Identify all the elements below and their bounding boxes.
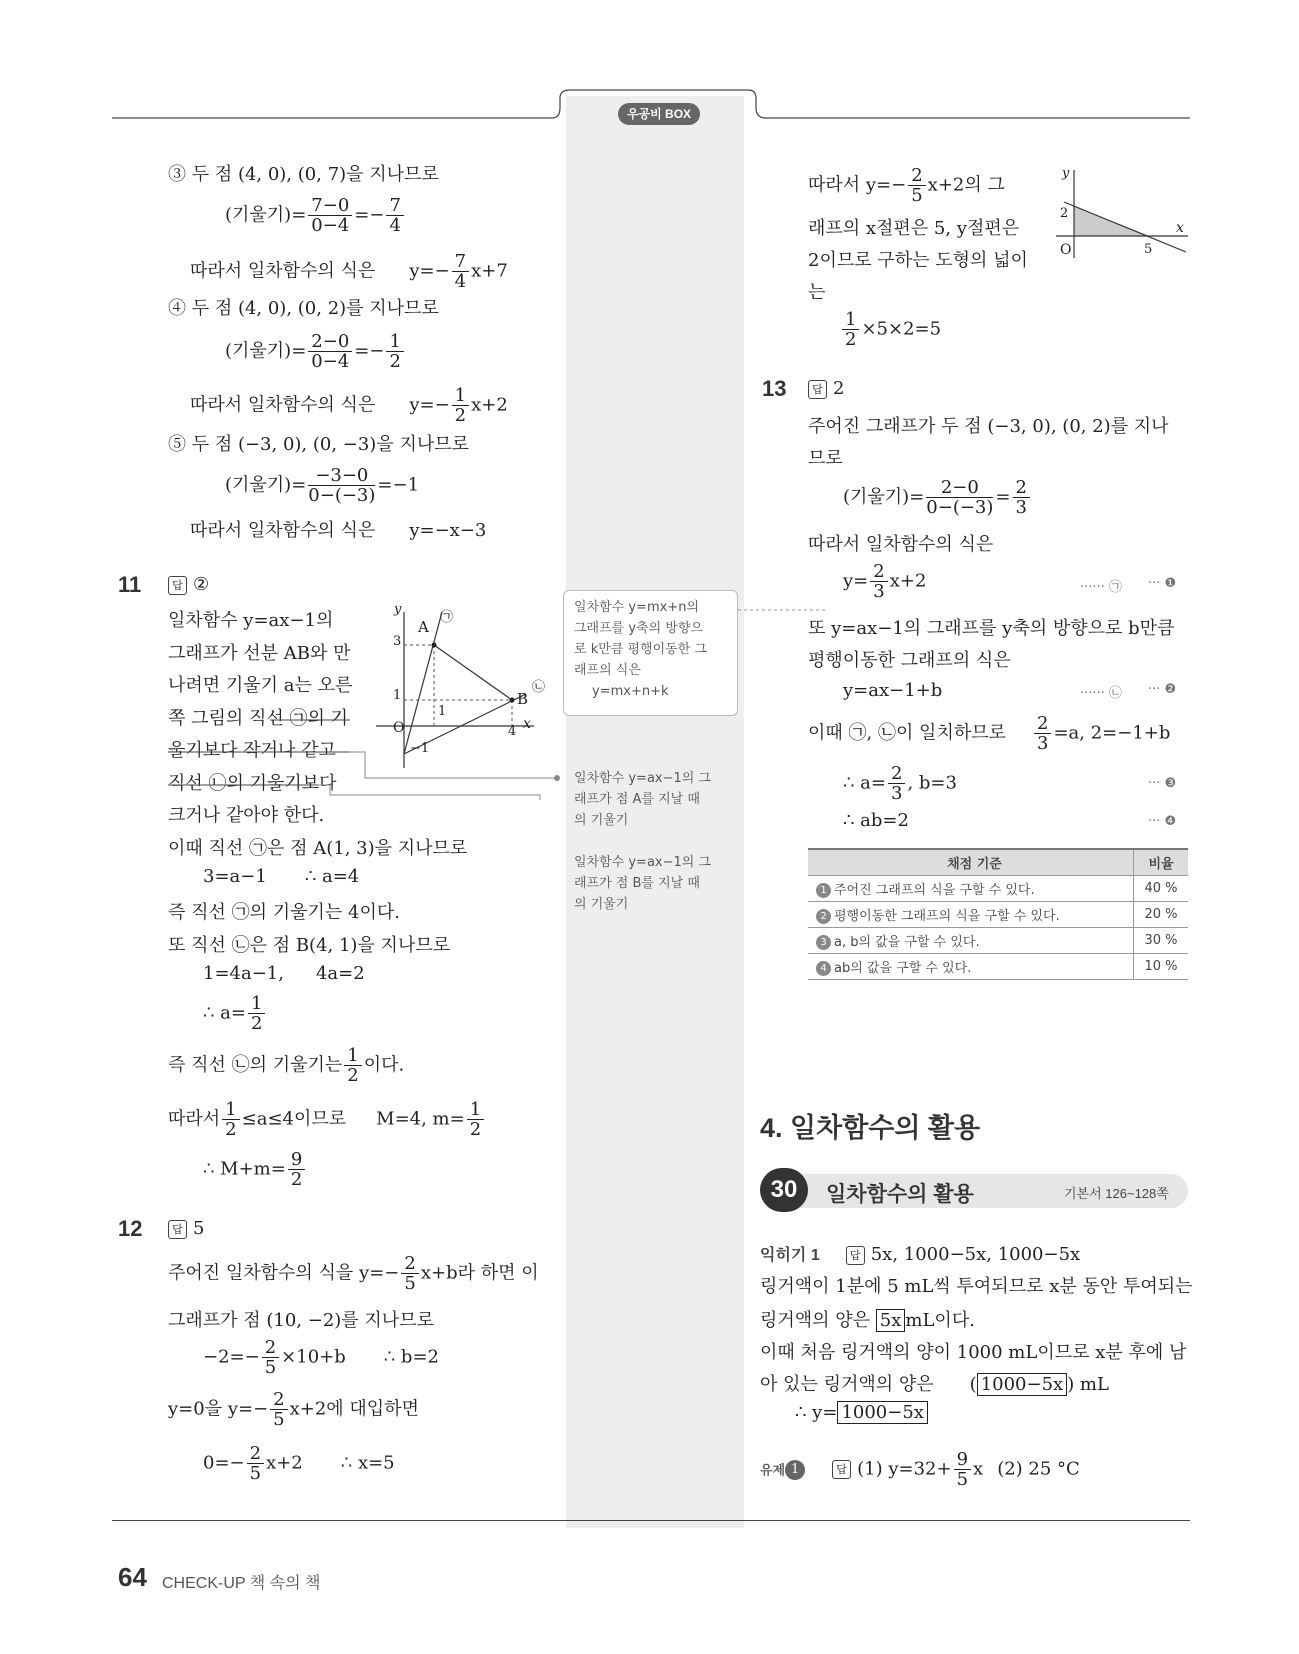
r12-line-2: 래프의 x절편은 5, y절편은 — [808, 218, 1020, 239]
box-label: 우공비 BOX — [626, 107, 692, 121]
p13-step-3: ··· ❸ — [1148, 776, 1177, 791]
ex-1-line-3: 이때 처음 링거액의 양이 1000 mL이므로 x분 후에 남 — [760, 1342, 1187, 1363]
p13-line-8: y=ax−1+b — [843, 680, 943, 701]
p11-graph-y: y — [394, 602, 402, 617]
p11-graph-x: x — [523, 716, 531, 732]
p13-line-6: 또 y=ax−1의 그래프를 y축의 방향으로 b만큼 — [808, 618, 1175, 639]
page-number: 64 — [118, 1562, 147, 1592]
problem-12-number: 12 — [118, 1216, 143, 1241]
p11-graph-line-n: ㉡ — [532, 680, 546, 695]
item-5-slope: (기울기)= $\frac{-3-0}{0-(-3)}$ =−1 — [225, 465, 420, 506]
p13-mark-1: ······ ㉠ — [1080, 580, 1122, 595]
p11-graph-line-g: ㉠ — [440, 610, 454, 625]
scoring-table: 채점 기준 비율 1 주어진 그래프의 식을 구할 수 있다. 40 % 2 평행이동한 그래프의 식을 구할 수 있다. 20 % 3 a, b의 값을 구할 수 있다. 30 % 4 ab의 값을 구할 수 있다. 10 % — [808, 848, 1188, 980]
p12-line-2: 그래프가 점 (10, −2)를 지나므로 — [168, 1310, 434, 1331]
p11-graph-t1: 1 — [393, 688, 402, 703]
p11-line-14: 즉 직선 ㉡의 기울기는 $\frac{1}{2}$ 이다. — [168, 1045, 405, 1086]
r12-graph-o: O — [1060, 242, 1072, 258]
r12-graph — [1050, 166, 1196, 262]
topic-title: 일차함수의 활용 — [826, 1183, 974, 1206]
item-4-title: ④ 두 점 (4, 0), (0, 2)를 지나므로 — [168, 298, 439, 319]
p11-graph-t3: 3 — [393, 634, 402, 649]
item-5-result: 따라서 일차함수의 식은 y=−x−3 — [190, 520, 487, 541]
p13-line-10: ∴ a= $\frac{2}{3}$ , b=3 — [843, 763, 957, 804]
p11-line-9: 3=a−1 ∴ a=4 — [203, 866, 360, 887]
p11-graph-b: B — [517, 690, 529, 708]
item-3-slope: (기울기)= $\frac{7-0}{0-4}$ =− $\frac{7}{4}$ — [225, 196, 406, 235]
p11-graph-tm1: −1 — [410, 741, 430, 756]
r12-line-4: 는 — [808, 282, 826, 303]
item-4-slope: (기울기)= $\frac{2-0}{0-4}$ =− $\frac{1}{2}$ — [225, 332, 406, 371]
table-row: 2 평행이동한 그래프의 식을 구할 수 있다. 20 % — [808, 902, 1188, 928]
topic-badge: 30 — [760, 1168, 808, 1212]
p13-line-5: y= $\frac{2}{3}$ x+2 — [843, 561, 927, 602]
similar-problem: 유제 1 답 (1) y=32+ $\frac{9}{5}$ x (2) 25 °C — [760, 1449, 1080, 1490]
problem-11-answer: 답 ② — [168, 574, 209, 595]
p12-line-4: y=0을 y=− $\frac{2}{5}$ x+2에 대입하면 — [168, 1389, 419, 1430]
p11-graph-a: A — [418, 618, 429, 636]
note-translation: 일차함수 y=mx+n의 그래프를 y축의 방향으 로 k만큼 평행이동한 그 래프의 식은 y=mx+n+k — [563, 590, 738, 716]
p13-line-1: 주어진 그래프가 두 점 (−3, 0), (0, 2)를 지나 — [808, 416, 1169, 437]
footer-rule — [112, 1520, 1190, 1521]
p13-step-4: ··· ❹ — [1148, 814, 1177, 829]
item-3-title: ③ 두 점 (4, 0), (0, 7)을 지나므로 — [168, 164, 439, 185]
p11-line-16: ∴ M+m= $\frac{9}{2}$ — [203, 1150, 307, 1189]
p13-line-9: 이때 ㉠, ㉡이 일치하므로 $\frac{2}{3}$ =a, 2=−1+b — [808, 713, 1171, 754]
p13-line-2: 므로 — [808, 448, 843, 469]
item-3-result: 따라서 일차함수의 식은 y=− $\frac{7}{4}$ x+7 — [190, 251, 508, 292]
ex-1-header: 익히기 1 답 5x, 1000−5x, 1000−5x — [760, 1244, 1081, 1265]
item-5-title: ⑤ 두 점 (−3, 0), (0, −3)을 지나므로 — [168, 434, 469, 455]
footer-brand: CHECK-UP 책 속의 책 — [162, 1575, 321, 1592]
problem-11-number: 11 — [118, 572, 142, 597]
p11-line-15: 따라서 $\frac{1}{2}$ ≤a≤4이므로 M=4, m= $\frac{1}{2}$ — [168, 1100, 486, 1139]
r12-line-5: $\frac{1}{2}$ ×5×2=5 — [840, 310, 941, 349]
r12-graph-x: x — [1176, 220, 1184, 236]
problem-13-number: 13 — [762, 376, 787, 401]
p12-line-3: −2=− $\frac{2}{5}$ ×10+b ∴ b=2 — [203, 1337, 439, 1378]
r12-graph-t2: 2 — [1060, 206, 1069, 221]
p13-line-3: (기울기)= $\frac{2-0}{0-(-3)}$ = $\frac{2}{3}$ — [843, 478, 1032, 517]
section-title: 4. 일차함수의 활용 — [760, 1113, 981, 1143]
ex-1-line-4: 아 있는 링거액의 양은 ( 1000−5x ) mL — [760, 1374, 1109, 1395]
p12-line-1: 주어진 일차함수의 식을 y=− $\frac{2}{5}$ x+b라 하면 이 — [168, 1253, 539, 1294]
p13-step-2: ··· ❷ — [1148, 682, 1177, 697]
p11-graph-tx4: 4 — [508, 724, 517, 739]
p13-mark-2: ······ ㉡ — [1080, 686, 1122, 701]
ex-1-line-1: 링거액이 1분에 5 mL씩 투여되므로 x분 동안 투여되는 — [760, 1276, 1193, 1297]
p13-step-1: ··· ❶ — [1148, 576, 1177, 591]
p11-graph-o: O — [393, 720, 405, 736]
problem-12-answer: 답 5 — [168, 1218, 204, 1239]
r12-graph-y: y — [1062, 166, 1070, 181]
problem-11-text: 일차함수 y=ax−1의 그래프가 선분 AB와 만 나려면 기울기 a는 오른 쪽 그림의 직선 ㉠의 기 울기보다 작거나 같고 직선 ㉡의 기울기보다 크거나 같아야 한다. 이때 직선 ㉠은 점 A(1, 3)을 지나므로 — [168, 610, 468, 859]
note-slope-a: 일차함수 y=ax−1의 그 래프가 점 A를 지날 때 의 기울기 — [574, 771, 712, 828]
ex-1-line-2: 링거액의 양은 5x mL이다. — [760, 1310, 975, 1331]
topic-ref: 기본서 126~128쪽 — [1064, 1186, 1169, 1201]
p11-graph-tx1: 1 — [438, 704, 447, 719]
p12-line-5: 0=− $\frac{2}{5}$ x+2 ∴ x=5 — [203, 1443, 395, 1484]
ex-1-line-5: ∴ y= 1000−5x — [795, 1402, 928, 1423]
p11-line-11: 또 직선 ㉡은 점 B(4, 1)을 지나므로 — [168, 935, 451, 956]
problem-13-answer: 답 2 — [808, 378, 844, 399]
p11-line-10: 즉 직선 ㉠의 기울기는 4이다. — [168, 902, 400, 923]
note-slope-b: 일차함수 y=ax−1의 그 래프가 점 B를 지날 때 의 기울기 — [574, 855, 712, 912]
item-4-result: 따라서 일차함수의 식은 y=− $\frac{1}{2}$ x+2 — [190, 385, 508, 426]
table-row: 1 주어진 그래프의 식을 구할 수 있다. 40 % — [808, 876, 1188, 902]
p11-line-13: ∴ a= $\frac{1}{2}$ — [203, 994, 267, 1033]
r12-line-1: 따라서 y=− $\frac{2}{5}$ x+2의 그 — [808, 165, 1005, 206]
table-row: 4 ab의 값을 구할 수 있다. 10 % — [808, 954, 1188, 980]
p13-line-7: 평행이동한 그래프의 식은 — [808, 650, 1011, 671]
table-row: 3 a, b의 값을 구할 수 있다. 30 % — [808, 928, 1188, 954]
r12-graph-t5: 5 — [1144, 242, 1153, 257]
p11-line-12: 1=4a−1, 4a=2 — [203, 963, 365, 984]
r12-line-3: 2이므로 구하는 도형의 넓이 — [808, 250, 1028, 271]
p13-line-4: 따라서 일차함수의 식은 — [808, 534, 994, 555]
p13-line-11: ∴ ab=2 — [843, 810, 909, 831]
